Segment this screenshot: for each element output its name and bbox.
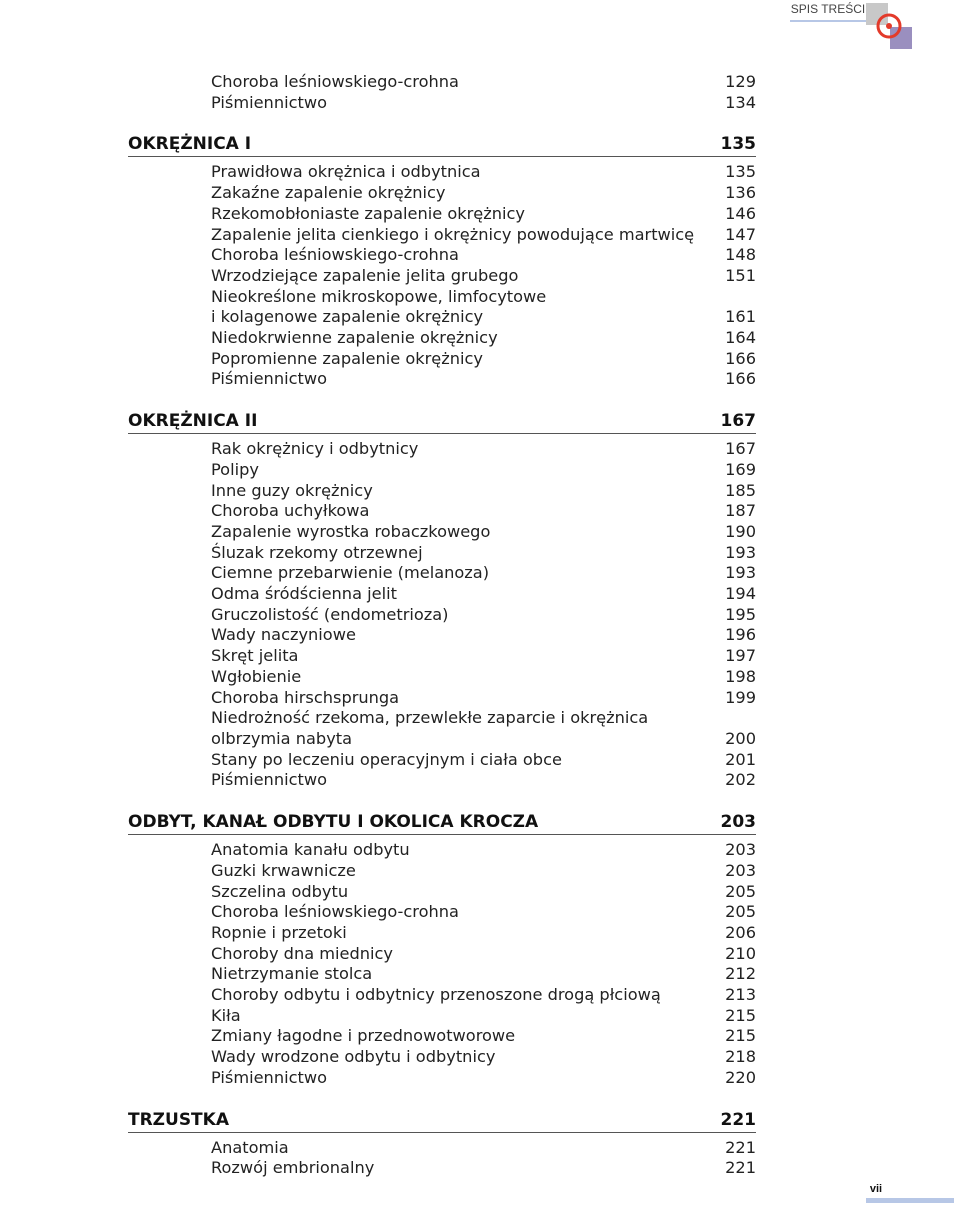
toc-entry-title: Piśmiennictwo [211,369,327,389]
toc-entry[interactable] [128,439,756,460]
toc-entry[interactable] [128,1068,756,1089]
toc-entry[interactable] [128,750,756,771]
toc-entry-title: olbrzymia nabyta [211,728,353,748]
toc-entry[interactable] [128,605,756,626]
section-heading[interactable] [128,812,756,835]
toc-entry[interactable] [128,543,756,564]
toc-entry[interactable] [128,667,756,688]
toc-entry-title: Ropnie i przetoki [211,922,347,942]
toc-entry-page: 197 [725,646,756,666]
toc-entry-page: 221 [725,1158,756,1178]
toc-entry[interactable] [128,307,756,328]
toc-entry-title: Wgłobienie [211,666,302,686]
toc-entry-page: 147 [725,224,756,244]
footer-accent-bar [866,1198,954,1203]
toc-entry-page: 193 [725,542,756,562]
section-heading-page: 167 [720,411,756,432]
toc-entry[interactable] [128,287,756,308]
toc-entry[interactable] [128,985,756,1006]
toc-entry-title: Prawidłowa okrężnica i odbytnica [211,162,481,182]
toc-entry[interactable] [128,245,756,266]
toc-entry[interactable] [128,563,756,584]
toc-entry-page: 161 [725,307,756,327]
toc-entry-page: 221 [725,1137,756,1157]
toc-entry-title: Wady wrodzone odbytu i odbytnicy [211,1047,496,1067]
toc-entry-title: Piśmiennictwo [211,92,327,112]
toc-entry-title: Nietrzymanie stolca [211,964,373,984]
section-heading-page: 203 [720,812,756,833]
toc-entry[interactable] [128,1047,756,1068]
toc-entry-page: 167 [725,439,756,459]
section-heading-page: 221 [720,1109,756,1130]
toc-entry-title: Niedokrwienne zapalenie okrężnicy [211,328,498,348]
toc-entry[interactable] [128,964,756,985]
toc-entry[interactable] [128,840,756,861]
toc-entry-page: 164 [725,328,756,348]
toc-entry-page: 220 [725,1067,756,1087]
toc-entry[interactable] [128,688,756,709]
toc-entry-page: 200 [725,728,756,748]
toc-entry[interactable] [128,204,756,225]
toc-entry-page: 195 [725,604,756,624]
toc-entry-title: Choroba leśniowskiego-crohna [211,902,459,922]
section-heading[interactable] [128,134,756,157]
toc-entry-title: Odma śródścienna jelit [211,584,397,604]
table-of-contents [128,72,756,1179]
toc-entry-title: Gruczolistość (endometrioza) [211,604,449,624]
toc-entry[interactable] [128,584,756,605]
toc-entry[interactable] [128,183,756,204]
toc-entry-page: 185 [725,480,756,500]
section-heading-title: OKRĘŻNICA II [128,411,258,432]
toc-entry-title: Piśmiennictwo [211,770,327,790]
section-heading-page: 135 [720,134,756,155]
toc-entry[interactable] [128,369,756,390]
toc-entry-page: 136 [725,183,756,203]
toc-entry[interactable] [128,770,756,791]
toc-entry-title: Zapalenie wyrostka robaczkowego [211,521,491,541]
section-heading-title: TRZUSTKA [128,1109,229,1130]
toc-entry-title: Ciemne przebarwienie (melanoza) [211,563,490,583]
toc-entry-title: Choroba hirschsprunga [211,687,400,707]
toc-entry-title: Piśmiennictwo [211,1067,327,1087]
toc-entry-page: 199 [725,687,756,707]
toc-entry-title: Choroba leśniowskiego-crohna [211,72,459,91]
toc-entry-page: 205 [725,902,756,922]
toc-entry-title: Polipy [211,459,259,479]
toc-entry-page: 218 [725,1047,756,1067]
toc-entry[interactable] [128,72,756,93]
toc-entry[interactable] [128,225,756,246]
toc-entry[interactable] [128,349,756,370]
toc-entry-title: Nieokreślone mikroskopowe, limfocytowe [211,286,547,306]
toc-entry[interactable] [128,1006,756,1027]
toc-entry-page: 129 [725,72,756,91]
toc-entry-page: 190 [725,521,756,541]
toc-entry-page: 166 [725,369,756,389]
toc-entry-title: i kolagenowe zapalenie okrężnicy [211,307,484,327]
page-number: vii [869,1183,883,1195]
toc-entry-title: Rak okrężnicy i odbytnicy [211,439,419,459]
toc-entry[interactable] [128,646,756,667]
toc-entry-page: 202 [725,770,756,790]
toc-entry[interactable] [128,93,756,114]
toc-entry-title: Wady naczyniowe [211,625,356,645]
toc-entry-title: Kiła [211,1005,241,1025]
toc-entry-title: Rozwój embrionalny [211,1158,375,1178]
toc-entry[interactable] [128,460,756,481]
toc-entry-title: Śluzak rzekomy otrzewnej [211,542,423,562]
toc-entry-page: 215 [725,1005,756,1025]
toc-entry-page: 203 [725,860,756,880]
toc-entry-title: Wrzodziejące zapalenie jelita grubego [211,265,519,285]
toc-entry-title: Guzki krwawnicze [211,860,356,880]
toc-entry[interactable] [128,625,756,646]
toc-entry[interactable] [128,328,756,349]
toc-entry-page: 135 [725,162,756,182]
toc-entry-title: Choroba leśniowskiego-crohna [211,245,459,265]
toc-entry-page: 166 [725,348,756,368]
toc-entry[interactable] [128,944,756,965]
toc-entry-title: Choroby dna miednicy [211,943,394,963]
section-heading[interactable] [128,1110,756,1133]
toc-entry-page: 198 [725,666,756,686]
toc-entry-page: 146 [725,203,756,223]
toc-entry-page: 213 [725,985,756,1005]
section-heading-title: OKRĘŻNICA I [128,134,252,155]
toc-entry-title: Niedrożność rzekoma, przewlekłe zaparcie i okrężnica [211,708,649,728]
toc-entry[interactable] [128,1138,756,1159]
toc-entry[interactable] [128,1158,756,1179]
toc-entry-title: Choroba uchyłkowa [211,501,370,521]
toc-entry[interactable] [128,923,756,944]
toc-entry[interactable] [128,162,756,183]
toc-entry-title: Zmiany łagodne i przednowotworowe [211,1026,516,1046]
toc-entry-title: Anatomia kanału odbytu [211,840,410,860]
toc-entry-page: 194 [725,584,756,604]
toc-entry-page: 196 [725,625,756,645]
toc-entry-title: Anatomia [211,1137,289,1157]
toc-entry[interactable] [128,861,756,882]
toc-entry[interactable] [128,501,756,522]
toc-entry-title: Rzekomobłoniaste zapalenie okrężnicy [211,203,525,223]
toc-entry-title: Zakaźne zapalenie okrężnicy [211,183,446,203]
toc-entry-page: 134 [725,92,756,112]
toc-entry-page: 215 [725,1026,756,1046]
toc-entry-title: Zapalenie jelita cienkiego i okrężnicy powodujące martwicę [211,224,695,244]
toc-entry-page: 203 [725,840,756,860]
toc-entry-title: Skręt jelita [211,646,299,666]
toc-entry[interactable] [128,902,756,923]
toc-entry-page: 212 [725,964,756,984]
toc-entry-page: 201 [725,749,756,769]
toc-entry-title: Popromienne zapalenie okrężnicy [211,348,483,368]
toc-entry-page: 169 [725,459,756,479]
toc-entry-page: 205 [725,881,756,901]
toc-entry[interactable] [128,708,756,729]
toc-entry-title: Choroby odbytu i odbytnicy przenoszone drogą płciową [211,985,661,1005]
running-header: SPIS TREŚCI [790,0,866,22]
toc-entry[interactable] [128,729,756,750]
toc-entry-page: 210 [725,943,756,963]
toc-entry-title: Inne guzy okrężnicy [211,480,373,500]
toc-entry[interactable] [128,481,756,502]
toc-entry[interactable] [128,1026,756,1047]
toc-entry-page: 206 [725,922,756,942]
toc-entry[interactable] [128,522,756,543]
toc-entry[interactable] [128,266,756,287]
section-heading[interactable] [128,411,756,434]
toc-entry-title: Szczelina odbytu [211,881,349,901]
toc-entry-page: 193 [725,563,756,583]
toc-entry-page: 187 [725,501,756,521]
toc-entry-title: Stany po leczeniu operacyjnym i ciała obce [211,749,562,769]
toc-entry[interactable] [128,882,756,903]
section-heading-title: ODBYT, KANAŁ ODBYTU I OKOLICA KROCZA [128,812,539,833]
toc-entry-page: 151 [725,265,756,285]
emblem-icon [866,3,914,51]
toc-entry-page: 148 [725,245,756,265]
